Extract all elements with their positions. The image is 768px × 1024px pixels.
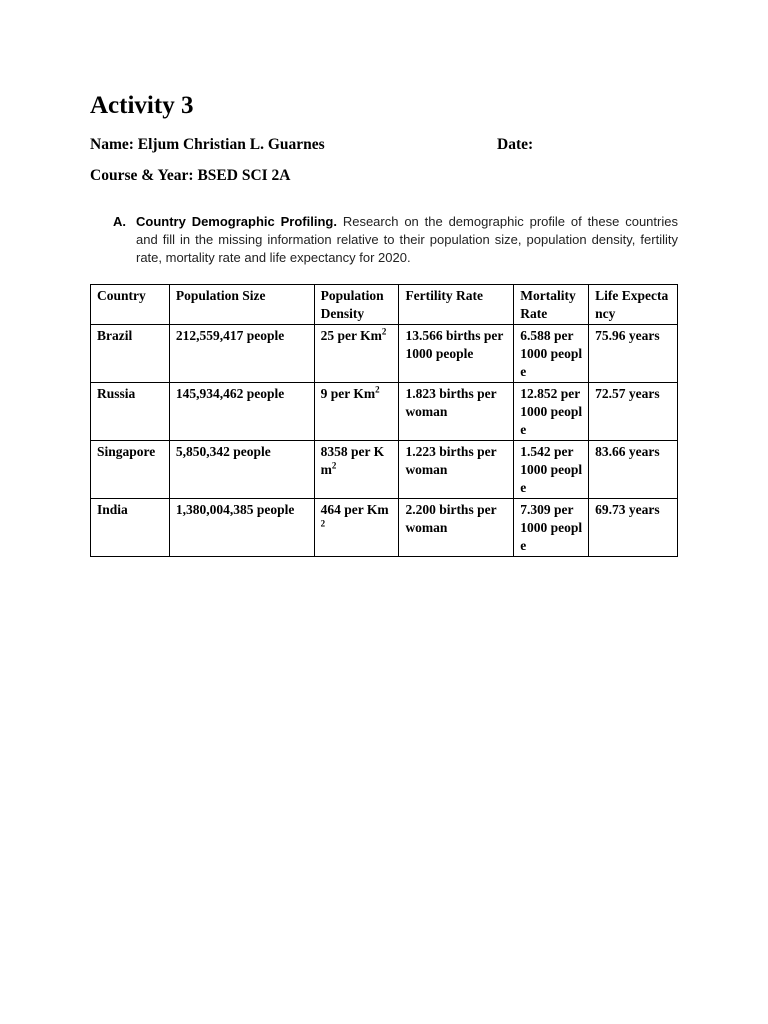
table-header-row bbox=[91, 285, 678, 325]
section-title: Country Demographic Profiling. bbox=[136, 214, 337, 229]
cell-fertility-rate: 1.223 births per woman bbox=[399, 441, 514, 499]
cell-fertility-rate: 1.823 births per woman bbox=[399, 383, 514, 441]
section-instructions: Research on the demographic profile of these countries and fill in the missing information relative to their population size, population density, fertility rate, mortality rate and life expectancy for 2020. bbox=[136, 214, 678, 265]
page-title: Activity 3 bbox=[90, 92, 194, 119]
table-row bbox=[91, 383, 678, 441]
header-life-expectancy: Life Expectancy bbox=[589, 285, 678, 325]
cell-population-size: 5,850,342 people bbox=[169, 441, 314, 499]
course-year: Course & Year: BSED SCI 2A bbox=[90, 167, 291, 184]
cell-country: India bbox=[91, 499, 170, 557]
cell-life-expectancy: 75.96 years bbox=[589, 325, 678, 383]
header-population-size: Population Size bbox=[169, 285, 314, 325]
table-row bbox=[91, 499, 678, 557]
header-fertility-rate: Fertility Rate bbox=[399, 285, 514, 325]
cell-population-size: 212,559,417 people bbox=[169, 325, 314, 383]
cell-mortality-rate: 12.852 per 1000 people bbox=[514, 383, 589, 441]
cell-country: Singapore bbox=[91, 441, 170, 499]
header-mortality-rate: Mortality Rate bbox=[514, 285, 589, 325]
table-row bbox=[91, 325, 678, 383]
cell-population-density: 464 per Km$^2$ bbox=[314, 499, 399, 557]
date-label: Date: bbox=[497, 136, 534, 153]
cell-fertility-rate: 13.566 births per 1000 people bbox=[399, 325, 514, 383]
cell-life-expectancy: 69.73 years bbox=[589, 499, 678, 557]
cell-population-density: 9 per Km$^2$ bbox=[314, 383, 399, 441]
header-population-density: Population Density bbox=[314, 285, 399, 325]
cell-mortality-rate: 6.588 per 1000 people bbox=[514, 325, 589, 383]
demographic-table bbox=[90, 284, 678, 557]
cell-fertility-rate: 2.200 births per woman bbox=[399, 499, 514, 557]
cell-mortality-rate: 1.542 per 1000 people bbox=[514, 441, 589, 499]
cell-population-density: 25 per Km$^2$ bbox=[314, 325, 399, 383]
cell-life-expectancy: 83.66 years bbox=[589, 441, 678, 499]
student-name: Name: Eljum Christian L. Guarnes bbox=[90, 136, 325, 153]
cell-population-density: 8358 per Km$^2$ bbox=[314, 441, 399, 499]
section-a bbox=[113, 213, 678, 267]
cell-country: Russia bbox=[91, 383, 170, 441]
section-marker: A. bbox=[113, 214, 126, 229]
table-row bbox=[91, 441, 678, 499]
cell-mortality-rate: 7.309 per 1000 people bbox=[514, 499, 589, 557]
cell-life-expectancy: 72.57 years bbox=[589, 383, 678, 441]
cell-country: Brazil bbox=[91, 325, 170, 383]
header-country: Country bbox=[91, 285, 170, 325]
cell-population-size: 1,380,004,385 people bbox=[169, 499, 314, 557]
cell-population-size: 145,934,462 people bbox=[169, 383, 314, 441]
section-text bbox=[136, 213, 678, 267]
